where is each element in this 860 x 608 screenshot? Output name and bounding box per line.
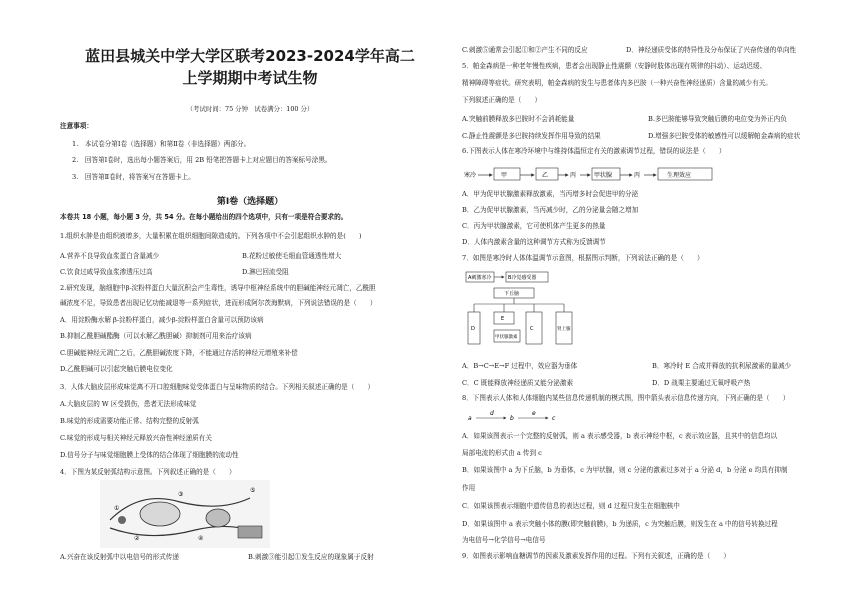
q8-option-c: C．如果该图表示细胞中遗传信息的表达过程，则 d 过程只发生在细胞核中 bbox=[462, 502, 680, 510]
q8-option-b: 作用 bbox=[462, 484, 476, 492]
q6-node: 甲 bbox=[501, 172, 508, 179]
q4-figure-label: ① bbox=[114, 505, 120, 512]
q2-stem: 碱浓度不足，导致患者出现记忆功能减退等一系列症状，进而形成阿尔茨海默病，下列说法错误的是（ ） bbox=[60, 299, 377, 307]
q5-option-a: A.突触前膜释放多巴胺时不会消耗能量 bbox=[462, 115, 575, 123]
q8-stem: 8．下图表示人体和人体细胞内某些信息传递机制的模式图，图中箭头表示信息传递方向，下列正确的是（ ） bbox=[462, 394, 790, 402]
q6-option-b: B．乙为促甲状腺激素，当丙减少时，乙的分泌量会随之增加 bbox=[462, 206, 639, 214]
q6-option-d: D．人体内激素含量的这种调节方式称为反馈调节 bbox=[462, 238, 606, 246]
q6-node: 生理效应 bbox=[667, 172, 692, 179]
q6-node: 寒冷 bbox=[464, 172, 477, 179]
q4-stem: 4．下图为某反射弧结构示意图。下列叙述正确的是（ ） bbox=[60, 468, 236, 476]
q6-node: 甲状腺 bbox=[594, 172, 613, 179]
notice-item: 3. 回答第Ⅱ卷时，将答案写在答题卡上。 bbox=[72, 173, 195, 181]
q8-signal-diagram bbox=[466, 408, 576, 424]
q8-node: a bbox=[468, 415, 472, 422]
q5-stem: 5．帕金森病是一种老年慢性疾病，患者会出现静止性震颤（安静时肢体出现有规律的抖动）、运动迟缓、 bbox=[462, 62, 767, 70]
q8-option-b: B．如果该图中 a 为下丘脑，b 为垂体，c 为甲状腺，则 c 分泌的激素过多对于 a 分泌 d，b 分泌 e 均具有抑制 bbox=[462, 466, 788, 474]
q2-stem: 2.研究发现，脑细胞中β-淀粉样蛋白大量沉积会产生毒性，诱导中枢神经系统中的胆碱能神经元凋亡，乙酰胆 bbox=[60, 284, 376, 292]
q5-option-c: C.静止性震颤是多巴胺持续发挥作用导致的结果 bbox=[462, 132, 601, 140]
q7-stem: 7．如图是寒冷时人体体温调节示意图，根据图示判断，下列说法正确的是（ ） bbox=[462, 254, 704, 262]
q3-option-a: A.大脑皮层的 W 区受损伤，患者无法形成味觉 bbox=[60, 400, 197, 408]
q1-option-b: B.花粉过敏使毛细血管通透性增大 bbox=[242, 252, 342, 260]
notice-item: 2. 回答第Ⅰ卷时，选出每小题答案后，用 2B 铅笔把答题卡上对应题目的答案标号涂黑。 bbox=[72, 156, 332, 164]
q6-node: 丙 bbox=[634, 172, 641, 179]
q3-stem: 3．人体大脑皮层形成味觉离不开口腔细胞味觉受体蛋白与呈味物质的结合。下列相关叙述正确的是（ ） bbox=[60, 383, 375, 391]
q1-option-a: A.营养不良导致血浆蛋白含量减少 bbox=[60, 252, 160, 260]
q4-option-c: C.刺激⑤通常会引起①和②产生不同的反应 bbox=[462, 46, 588, 54]
q2-option-b: B.抑制乙酰胆碱酯酶（可以水解乙酰胆碱）抑制剂可用来治疗该病 bbox=[60, 332, 252, 340]
q4-figure-label: ③ bbox=[178, 491, 184, 498]
q4-figure-label: ④ bbox=[198, 535, 204, 542]
q4-option-b: B.刺激③能引起①发生反应的现象属于反射 bbox=[248, 553, 374, 561]
exam-info: （考试时间：75 分钟 试卷满分：100 分） bbox=[186, 105, 314, 113]
q7-option-a: A．B→C→E→F 过程中，效应器为垂体 bbox=[462, 362, 578, 370]
q8-node: e bbox=[532, 410, 536, 417]
section1-title: 第Ⅰ卷（选择题） bbox=[216, 197, 284, 207]
q4-figure-label: ⑤ bbox=[250, 487, 256, 494]
q3-option-b: B.味觉的形成需要功能正常、结构完整的反射弧 bbox=[60, 417, 199, 425]
q4-option-a: A.兴奋在该反射弧中以电信号的形式传递 bbox=[60, 553, 179, 561]
q9-stem: 9．如图表示影响血糖调节的因素及激素发挥作用的过程。下列有关叙述，正确的是（ ） bbox=[462, 552, 730, 560]
q6-node: 丙 bbox=[570, 172, 577, 179]
q5-option-b: B.多巴胺能够导致突触后膜的电位变为外正内负 bbox=[648, 115, 787, 123]
q7-option-b: B．寒冷时 E 合成并释放的抗利尿激素的量减少 bbox=[652, 362, 792, 370]
q8-node: d bbox=[490, 410, 494, 417]
q7-node: 下丘脑 bbox=[504, 291, 520, 297]
paper-title-line2: 上学期期中考试生物 bbox=[182, 69, 318, 87]
q5-stem: 精神障碍等症状。研究表明，帕金森病的发生与患者体内多巴胺（一种兴奋性神经递质）含量的减少有关。 bbox=[462, 79, 772, 87]
q6-option-c: C．丙为甲状腺激素，它可使机体产生更多的热量 bbox=[462, 222, 606, 230]
paper-title-line1: 蓝田县城关中学大学区联考2023-2024学年高二 bbox=[85, 47, 415, 65]
notice-heading: 注意事项： bbox=[60, 122, 93, 130]
q7-thermoregulation-diagram bbox=[464, 270, 584, 352]
section1-intro: 本卷共 18 小题，每小题 3 分，共 54 分。在每小题给出的四个选项中，只有一项是符合要求的。 bbox=[60, 213, 348, 221]
q5-stem: 下列叙述正确的是（ ） bbox=[462, 96, 542, 104]
q4-figure-label: ② bbox=[134, 535, 140, 542]
q2-option-c: C.胆碱能神经元凋亡之后，乙酰胆碱浓度下降，不能通过存活的神经元增殖来补偿 bbox=[60, 349, 298, 357]
q6-stem: 6.下图表示人体在寒冷环境中与维持体温恒定有关的激素调节过程，错误的说法是（ ） bbox=[462, 147, 726, 155]
q7-node: D bbox=[471, 326, 475, 332]
q8-node: b bbox=[510, 415, 514, 422]
q7-node: A刺激寒冷 bbox=[468, 275, 492, 281]
q7-node: B冷觉感受器 bbox=[508, 275, 537, 281]
q4-option-d: D．神经递质受体的特异性及分布保证了兴奋传递的单向性 bbox=[626, 46, 797, 54]
notice-item: 1. 本试卷分第Ⅰ卷（选择题）和第Ⅱ卷（非选择题）两部分。 bbox=[72, 140, 251, 148]
q7-node: 甲状腺激素 bbox=[495, 335, 518, 340]
q8-node: c bbox=[552, 415, 556, 422]
q1-option-d: D.淋巴回流受阻 bbox=[242, 268, 289, 276]
q2-option-a: A．用淀粉酶水解 β-淀粉样蛋白，减少β-淀粉样蛋白含量可以预防该病 bbox=[60, 316, 264, 324]
q6-option-a: A．甲为促甲状腺激素释放激素，当丙增多时会促进甲的分泌 bbox=[462, 190, 639, 198]
q7-node: E bbox=[501, 316, 505, 322]
q7-node: 肾上腺 bbox=[557, 327, 571, 332]
q1-option-c: C.饮食过咸导致血浆渗透压过高 bbox=[60, 268, 153, 276]
q7-option-c: C．C 既能释放神经递质又能分泌激素 bbox=[462, 379, 574, 387]
q4-reflex-arc-figure bbox=[100, 480, 270, 548]
q1-stem: 1.组织水肿是由组织液增多，大量积累在组织细胞间隙造成的。下列各项中不会引起组织水肿的是( ) bbox=[60, 232, 362, 240]
q8-option-a: 局部电流的形式由 a 传到 c bbox=[462, 449, 542, 457]
q3-option-d: D.信号分子与味觉细胞膜上受体的结合体现了细胞膜的流动性 bbox=[60, 451, 239, 459]
q8-option-d: 为电信号→化学信号→电信号 bbox=[462, 536, 546, 544]
q5-option-d: D.增强多巴胺受体的敏感性可以缓解帕金森病的症状 bbox=[648, 132, 801, 140]
q3-option-c: C.味觉的形成与相关神经元释放兴奋性神经递质有关 bbox=[60, 434, 212, 442]
q7-option-d: D．D 战栗主要通过无氧呼吸产热 bbox=[652, 379, 751, 387]
q8-option-d: D．如果该图中 a 表示突触小体的膜(即突触前膜)，b 为递质，c 为突触后膜，则发生在 a 中的信号转换过程 bbox=[462, 520, 778, 528]
q6-hormone-flow-diagram bbox=[462, 163, 762, 187]
q6-node: 乙 bbox=[542, 172, 549, 179]
q8-option-a: A．如果该图表示一个完整的反射弧，则 a 表示感受器，b 表示神经中枢，c 表示效应器，且其中的信息均以 bbox=[462, 432, 778, 440]
q2-option-d: D.乙酰胆碱可以引起突触后膜电位变化 bbox=[60, 365, 173, 373]
q7-node: C bbox=[530, 326, 534, 332]
